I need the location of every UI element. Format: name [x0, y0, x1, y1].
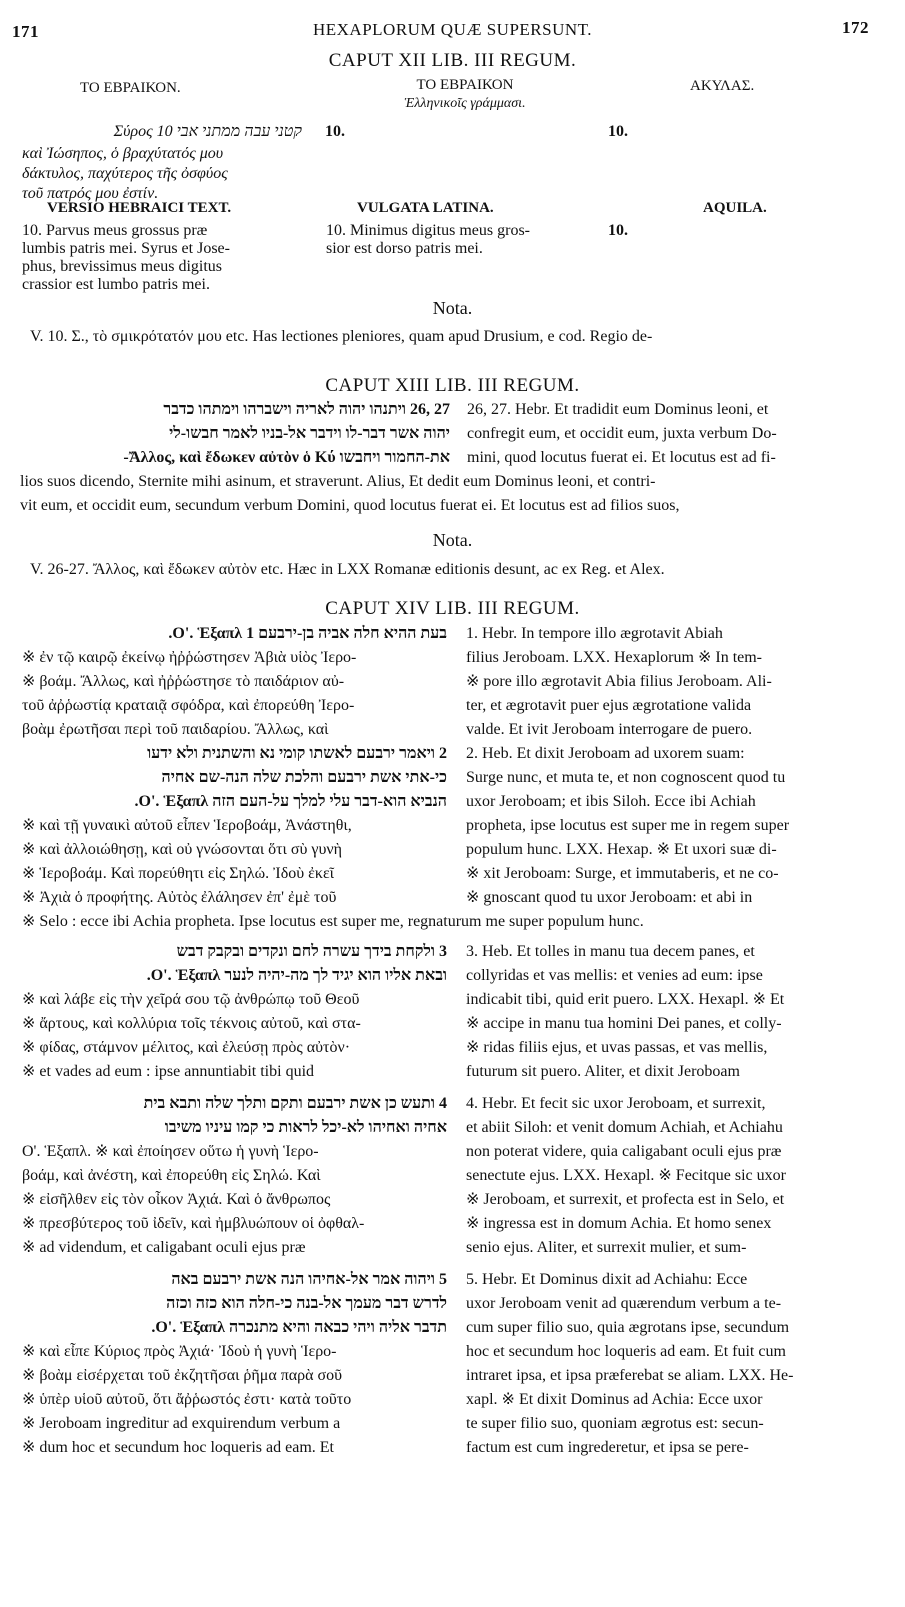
text-line: ※ xit Jeroboam: Surge, et immutaberis, et ne co-	[466, 865, 779, 882]
text-line: xapl. ※ Et dixit Dominus ad Achia: Ecce uxor	[466, 1391, 763, 1408]
text-line: 4 ותעש כן אשת ירבעם ותקם ותלך שלה ותבא בית	[143, 1095, 447, 1112]
versio-block	[22, 222, 312, 294]
caput-xiii-full-width-block	[20, 470, 890, 518]
caput-xiii-hebrew-block	[20, 398, 450, 470]
text-line: ※ πρεσβύτερος τοῦ ἰδεῖν, καὶ ἠμβλυώπουν οἱ ὀφθαλ-	[22, 1215, 365, 1232]
text-line: futurum sit puero. Aliter, et dixit Jeroboam	[466, 1063, 740, 1080]
running-title: HEXAPLORUM QUÆ SUPERSUNT.	[312, 20, 593, 39]
caput-xiv-right-block-4	[466, 1092, 891, 1260]
text-line: βοὰμ ἐρωτῆσαι περὶ τοῦ παιδαρίου. Ἄλλως, καὶ	[22, 721, 329, 738]
text-line: et abiit Siloh: et venit domum Achiah, et Achiahu	[466, 1119, 783, 1136]
caput-xiv-left-block-5	[22, 1268, 447, 1460]
caput-xiv-left-block-2	[22, 742, 447, 910]
text-line: ※ ingressa est in domum Achia. Et homo senex	[466, 1215, 772, 1232]
text-line: 1. Hebr. In tempore illo ægrotavit Abiah	[466, 625, 723, 642]
verse-number: 10.	[325, 123, 345, 140]
span-line: ※ Selo : ecce ibi Achia propheta. Ipse locutus est super me, regnaturum me super populum hunc.	[22, 913, 644, 930]
caput-xiii-title: CAPUT XIII LIB. III REGUM.	[325, 375, 580, 396]
caput-xiv-right-block-2	[466, 742, 891, 910]
text-line: ※ pore illo ægrotavit Abia filius Jeroboam. Ali-	[466, 673, 772, 690]
text-line: ※ dum hoc et secundum hoc loqueris ad eam. Et	[22, 1439, 334, 1456]
text-line: τοῦ πατρός μου ἐστίν.	[22, 185, 159, 202]
text-line: הנביא הוא-דבר עלי למלך על-העם הזה Ο'. Ἑξαπλ.	[134, 793, 447, 810]
caput-xiv-right-block-1	[466, 622, 891, 742]
text-line: confregit eum, et occidit eum, juxta verbum Do-	[467, 425, 777, 442]
text-line: intraret ipsa, et ipsa præferebat se aliam. LXX. He-	[466, 1367, 794, 1384]
text-line: 27 ,26 ויתנהו יהוה לאריה וישברהו וימתהו כדבר	[163, 401, 450, 418]
text-line: lumbis patris mei. Syrus et Jose-	[22, 240, 230, 257]
text-line: ※ φίδας, στάμνον μέλιτος, καὶ ἐλεύσῃ πρὸς αὐτὸν·	[22, 1039, 351, 1056]
caput-xiv-left-block-1	[22, 622, 447, 742]
col-head-versio: VERSIO HEBRAICI TEXT.	[47, 200, 232, 216]
text-line: mini, quod locutus fuerat ei. Et locutus est ad fi-	[467, 449, 776, 466]
caput-xiv-left-block-3	[22, 940, 447, 1084]
text-line: יהוה אשר דבר-לו וידבר אל-בניו לאמר חבשו-לי	[169, 425, 450, 442]
text-line: ※ ἐν τῷ καιρῷ ἐκείνῳ ἠῤῥώστησεν Ἀβιὰ υἱὸς Ἰερο-	[22, 649, 357, 666]
text-line: valde. Et ivit Jeroboam interrogare de puero.	[466, 721, 753, 738]
text-line: ※ ὑπὲρ υἱοῦ αὐτοῦ, ὅτι ἄῤῥωστός ἐστι· κατὰ τοῦτο	[22, 1391, 352, 1408]
text-line: uxor Jeroboam venit ad quærendum verbum a te-	[466, 1295, 782, 1312]
text-line: δάκτυλος, παχύτερος τῆς ὀσφύος	[22, 165, 228, 182]
caput-xiv-title: CAPUT XIV LIB. III REGUM.	[325, 598, 580, 619]
text-line: ※ βοὰμ εἰσέρχεται τοῦ ἐκζητῆσαι ῥῆμα παρὰ σοῦ	[22, 1367, 343, 1384]
text-line: senio ejus. Aliter, et surrexit mulier, et sum-	[466, 1239, 747, 1256]
text-line: ※ ridas filiis ejus, et uvas passas, et vas mellis,	[466, 1039, 768, 1056]
text-line: ※ Ἀχιὰ ὁ προφήτης. Αὐτὸς ἐλάλησεν ἐπ' ἐμὲ τοῦ	[22, 889, 337, 906]
col-head-akylas: ΑΚΥΛΑΣ.	[690, 78, 755, 94]
text-line: cum super filio suo, quia ægrotans ipse, secundum	[466, 1319, 790, 1336]
nota-heading: Nota.	[432, 298, 473, 318]
text-line: filius Jeroboam. LXX. Hexaplorum ※ In tem-	[466, 649, 763, 666]
text-line: sior est dorso patris mei.	[326, 240, 483, 257]
text-line: ter, et ægrotavit puer ejus ægrotatione valida	[466, 697, 752, 714]
col-head-vulgata: VULGATA LATINA.	[357, 200, 494, 216]
text-line: 10. Minimus digitus meus gros-	[326, 222, 531, 239]
col-head-hebraikon: ΤΟ ΕΒΡΑΙΚΟΝ.	[80, 80, 181, 96]
text-line: קטני עבה ממתני אבי 10 Σύρος	[113, 123, 302, 140]
nota-text: V. 26-27. Ἄλλος, καὶ ἔδωκεν αὐτὸν etc. Hæc in LXX Romanæ editionis desunt, ac ex Reg. et Alex.	[30, 561, 665, 578]
caput-xii-title: CAPUT XII LIB. III REGUM.	[328, 50, 577, 71]
text-line: 5 ויהוה אמר אל-אחיהו הנה אשת ירבעם באה	[171, 1271, 447, 1288]
text-line: לדרש דבר מעמך אל-בנה כי-חלה הוא כזה וכזה	[166, 1295, 447, 1312]
text-line: te super filio suo, quoniam ægrotus est: secun-	[466, 1415, 764, 1432]
text-line: 3. Heb. Et tolles in manu tua decem panes, et	[466, 943, 755, 960]
caput-xiv-left-block-4	[22, 1092, 447, 1260]
col-head-aquila: AQUILA.	[703, 200, 767, 216]
text-line: phus, brevissimus meus digitus	[22, 258, 223, 275]
page-number-right: 172	[842, 18, 869, 37]
text-line: Surge nunc, et muta te, et non cognoscent quod tu	[466, 769, 786, 786]
caput-xiii-latin-block	[467, 398, 887, 470]
text-line: ※ accipe in manu tua homini Dei panes, et colly-	[466, 1015, 782, 1032]
caput-xiv-right-block-5	[466, 1268, 891, 1460]
text-line: collyridas et vas mellis: et venies ad eum: ipse	[466, 967, 763, 984]
text-line: ※ Ἱεροβοάμ. Καὶ πορεύθητι εἰς Σηλώ. Ἰδοὺ ἐκεῖ	[22, 865, 334, 882]
text-line: ※ et vades ad eum : ipse annuntiabit tibi quid	[22, 1063, 315, 1080]
text-line: non poterat videre, quia caligabant oculi ejus præ	[466, 1143, 782, 1160]
text-line: 26, 27. Hebr. Et tradidit eum Dominus leoni, et	[467, 401, 769, 418]
text-line: crassior est lumbo patris mei.	[22, 276, 210, 293]
text-line: ※ Jeroboam ingreditur ad exquirendum verbum a	[22, 1415, 341, 1432]
page-number-left: 171	[12, 22, 39, 41]
text-line: ※ βοάμ. Ἄλλως, καὶ ἠῤῥώστησε τὸ παιδάριον αὐ-	[22, 673, 345, 690]
nota-heading: Nota.	[432, 530, 473, 550]
text-line: אחיה ואחיהו לא-יכל לראות כי קמו עיניו משיבו	[164, 1119, 447, 1136]
verse-number: 10.	[608, 222, 628, 239]
text-line: lios suos dicendo, Sternite mihi asinum, et straverunt. Alius, Et dedit eum Dominus leoni, et contri-	[20, 473, 656, 490]
text-line: populum hunc. LXX. Hexap. ※ Et uxori suæ di-	[466, 841, 777, 858]
text-line: 4. Hebr. Et fecit sic uxor Jeroboam, et surrexit,	[466, 1095, 766, 1112]
text-line: 5. Hebr. Et Dominus dixit ad Achiahu: Ecce	[466, 1271, 748, 1288]
text-line: vit eum, et occidit eum, secundum verbum Domini, quod locutus fuerat ei. Et locutus est ad filios suos,	[20, 497, 680, 514]
text-line: ※ καὶ τῇ γυναικὶ αὐτοῦ εἶπεν Ἱεροβοάμ, Ἀνάστηθι,	[22, 817, 352, 834]
text-line: את-החמור ויחבשו Ἄλλος, καὶ ἔδωκεν αὐτὸν ὁ Κύ-	[123, 449, 450, 466]
text-line: כי-אתי אשת ירבעם והלכת שלה הנה-שם אחיה	[161, 769, 447, 786]
text-line: senectute ejus. LXX. Hexapl. ※ Fecitque sic uxor	[466, 1167, 786, 1184]
col-head-hebraikon-greek: ΤΟ ΕΒΡΑΙΚΟΝ	[416, 77, 514, 93]
text-line: 2. Heb. Et dixit Jeroboam ad uxorem suam:	[466, 745, 745, 762]
text-line: τοῦ ἀῤῥωστίᾳ κραταιᾷ σφόδρα, καὶ ἐπορεύθη Ἰερο-	[22, 697, 355, 714]
nota-text: V. 10. Σ., τὸ σμικρότατόν μου etc. Has lectiones pleniores, quam apud Drusium, e cod. Regio de-	[30, 328, 653, 345]
text-line: 10. Parvus meus grossus præ	[22, 222, 208, 239]
text-line: תדבר אליה ויהי כבאה והיא מתנכרה Ο'. Ἑξαπλ.	[151, 1319, 447, 1336]
text-line: ובאת אליו הוא יגיד לך מה-יהיה לנער Ο'. Ἑξαπλ.	[146, 967, 447, 984]
caput-xii-hebrew-block	[22, 120, 302, 204]
text-line: ※ Jeroboam, et surrexit, et profecta est in Selo, et	[466, 1191, 785, 1208]
verse-number: 10.	[608, 123, 628, 140]
text-line: 2 ויאמר ירבעם לאשתו קומי נא והשתנית ולא ידעו	[147, 745, 447, 762]
text-line: Ο'. Ἑξαπλ. ※ καὶ ἐποίησεν οὕτω ἡ γυνὴ Ἱερο-	[22, 1143, 319, 1160]
text-line: בעת ההיא חלה אביה בן-ירבעם 1 Ο'. Ἑξαπλ.	[168, 625, 447, 642]
vulgata-block	[326, 222, 591, 258]
text-line: ※ καὶ ἀλλοιώθησῃ, καὶ οὐ γνώσονται ὅτι σὺ γυνὴ	[22, 841, 342, 858]
col-subhead-greek-letters: Ἑλληνικοῖς γράμμασι.	[404, 96, 526, 111]
text-line: ※ ἄρτους, καὶ κολλύρια τοῖς τέκνοις αὐτοῦ, καὶ στα-	[22, 1015, 361, 1032]
text-line: propheta, ipse locutus est super me in regem super	[466, 817, 790, 834]
text-line: ※ εἰσῆλθεν εἰς τὸν οἶκον Ἀχιά. Καὶ ὁ ἄνθρωπος	[22, 1191, 331, 1208]
text-line: ※ ad videndum, et caligabant oculi ejus præ	[22, 1239, 306, 1256]
text-line: hoc et secundum hoc loqueris ad eam. Et fuit cum	[466, 1343, 786, 1360]
text-line: ※ καὶ λάβε εἰς τὴν χεῖρά σου τῷ ἀνθρώπῳ τοῦ Θεοῦ	[22, 991, 360, 1008]
text-line: καὶ Ἰώσηπος, ὁ βραχύτατός μου	[22, 145, 224, 162]
text-line: indicabit tibi, quid erit puero. LXX. Hexapl. ※ Et	[466, 991, 785, 1008]
text-line: factum est cum ingrederetur, et ipsa se pere-	[466, 1439, 749, 1456]
text-line: ※ gnoscant quod tu uxor Jeroboam: et abi in	[466, 889, 753, 906]
text-line: uxor Jeroboam; et ibis Siloh. Ecce ibi Achiah	[466, 793, 756, 810]
caput-xiv-right-block-3	[466, 940, 891, 1084]
text-line: βοάμ, καὶ ἀνέστη, καὶ ἐπορεύθη εἰς Σηλώ. Καὶ	[22, 1167, 321, 1184]
text-line: 3 ולקחת בידך עשרה לחם ונקדים ובקבק דבש	[176, 943, 447, 960]
text-line: ※ καὶ εἶπε Κύριος πρὸς Ἀχιά· Ἰδοὺ ἡ γυνὴ Ἱερο-	[22, 1343, 337, 1360]
